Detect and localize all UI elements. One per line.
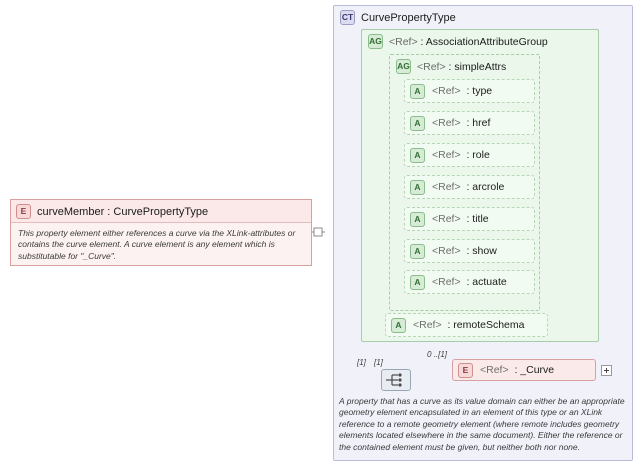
attribute-badge-icon: A xyxy=(410,84,425,99)
sequence-cardinality-right: [1] xyxy=(374,358,383,367)
attribute-label: <Ref> : role xyxy=(432,149,490,161)
sequence-cardinality-left: [1] xyxy=(357,358,366,367)
attribute-badge-icon: A xyxy=(410,275,425,290)
element-curveMember[interactable] xyxy=(10,199,312,266)
complextype-documentation: A property that has a curve as its value domain can either be an appropriate geometry element encapsulated in an element of this type or an XLink reference to a remote geometry element (where remote includes geometry elements located elsewhere in the same document). Either the reference or the contained element must be given, but neither both nor none. xyxy=(339,396,625,452)
attribute-label: <Ref> : remoteSchema xyxy=(413,319,525,331)
attribute-label: <Ref> : arcrole xyxy=(432,181,505,193)
attribute-label: <Ref> : title xyxy=(432,213,489,225)
attribute-badge-icon: A xyxy=(410,148,425,163)
attributegroup-simpleattrs-badge-icon: AG xyxy=(396,59,411,74)
element-documentation: This property element either references a curve via the XLink-attributes or contains the curve element. A curve element is any element which is substitutable for "_Curve". xyxy=(18,228,296,261)
attribute-badge-icon: A xyxy=(410,244,425,259)
complextype-badge-icon: CT xyxy=(340,10,355,25)
attribute-label: <Ref> : show xyxy=(432,245,497,257)
attribute-label: <Ref> : type xyxy=(432,85,493,97)
attribute-badge-icon: A xyxy=(391,318,406,333)
attribute-label: <Ref> : href xyxy=(432,117,491,129)
attribute-arcrole[interactable] xyxy=(404,175,535,199)
expand-plus-button[interactable] xyxy=(601,365,612,376)
sequence-compositor[interactable] xyxy=(381,369,411,391)
element-ref-label: <Ref> : _Curve xyxy=(480,364,555,376)
element-ref-badge-icon: E xyxy=(458,363,473,378)
attribute-remoteSchema[interactable] xyxy=(385,313,548,337)
attribute-type[interactable] xyxy=(404,79,535,103)
attribute-actuate[interactable] xyxy=(404,270,535,294)
attribute-show[interactable] xyxy=(404,239,535,263)
element-ref-_Curve[interactable] xyxy=(452,359,596,381)
attribute-badge-icon: A xyxy=(410,180,425,195)
attributegroup-badge-icon: AG xyxy=(368,34,383,49)
element-badge-icon: E xyxy=(16,204,31,219)
sequence-icon xyxy=(382,370,410,390)
attribute-label: <Ref> : actuate xyxy=(432,276,507,288)
attribute-title[interactable] xyxy=(404,207,535,231)
complextype-title: CurvePropertyType xyxy=(361,11,456,24)
complextype-header xyxy=(334,6,632,29)
curve-cardinality: 0 ..[1] xyxy=(427,350,448,359)
attribute-badge-icon: A xyxy=(410,212,425,227)
attribute-href[interactable] xyxy=(404,111,535,135)
element-title: curveMember : CurvePropertyType xyxy=(37,205,209,218)
attributegroup-ref-label: <Ref> : AssociationAttributeGroup xyxy=(389,35,548,48)
element-header xyxy=(11,200,311,223)
attribute-badge-icon: A xyxy=(410,116,425,131)
attributegroup-simpleattrs-label: <Ref> : simpleAttrs xyxy=(417,60,507,73)
attributegroup-simpleattrs-header xyxy=(390,55,539,78)
attributegroup-header xyxy=(362,30,598,53)
attribute-role[interactable] xyxy=(404,143,535,167)
